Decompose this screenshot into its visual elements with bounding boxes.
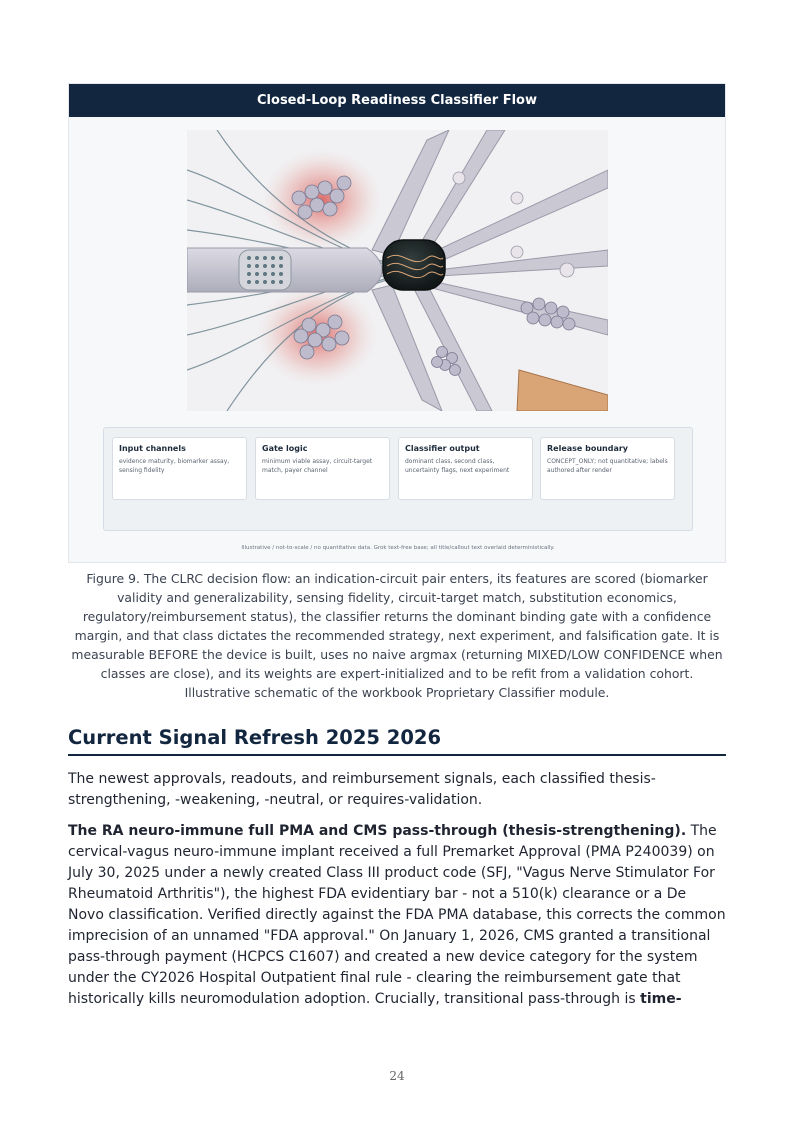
callout-gate-logic (255, 437, 390, 500)
callout-body: CONCEPT_ONLY; not quantitative; labels authored after render (547, 458, 668, 474)
callout-title: Input channels (119, 444, 186, 453)
callout-title: Classifier output (405, 444, 480, 453)
callout-input-channels (112, 437, 247, 500)
callout-title: Gate logic (262, 444, 308, 453)
callout-body: minimum viable assay, circuit-target match, payer channel (262, 458, 373, 474)
callout-classifier-output (398, 437, 533, 500)
callout-release-boundary (540, 437, 675, 500)
page-number: 24 (389, 1069, 405, 1083)
intro-paragraph: The newest approvals, readouts, and reimbursement signals, each classified thesis-strengthening, -weakening, -neutral, or requires-validation. (68, 771, 656, 808)
callout-body: dominant class, second class, uncertainty flags, next experiment (405, 458, 510, 474)
neural-classifier-illustration (187, 130, 608, 411)
paragraph-lead: The RA neuro-immune full PMA and CMS pass-through (thesis-strengthening). (68, 823, 687, 839)
figure-panel (68, 83, 726, 563)
figure-caption: Figure 9. The CLRC decision flow: an indication-circuit pair enters, its features are scored (biomarker validity and generalizability, sensing fidelity, circuit-target match, substitution economics, regulatory/reimbursement status), the classifier returns the dominant binding gate with a confidence margin, and that class dictates the recommended strategy, next experiment, and falsification gate. It is measurable BEFORE the device is built, uses no naive argmax (returning MIXED/LOW CONFIDENCE when classes are close), and its weights are expert-initialized and to be refit from a validation cohort. Illustrative schematic of the workbook Proprietary Classifier module. (71, 571, 723, 700)
callout-panel (103, 427, 693, 531)
figure-footnote: Illustrative / not-to-scale / no quantitative data. Grok text-free base; all title/callout text overlaid deterministically. (241, 545, 555, 551)
body-paragraph (68, 821, 726, 1010)
paragraph-tail: time- (640, 991, 682, 1007)
callout-body: evidence maturity, biomarker assay, sensing fidelity (119, 458, 230, 474)
paragraph-body: The cervical-vagus neuro-immune implant received a full Premarket Approval (PMA P240039) on July 30, 2025 under a newly created Class III product code (SFJ, "Vagus Nerve Stimulator For Rheumatoid Arthritis"), the highest FDA evidentiary bar - not a 510(k) clearance or a De Novo classification. Verified directly against the FDA PMA database, this corrects the common imprecision of an unnamed "FDA approval." On January 1, 2026, CMS granted a transitional pass-through payment (HCPCS C1607) and created a new device category for the system under the CY2026 Hospital Outpatient final rule - clearing the reimbursement gate that historically kills neuromodulation adoption. Crucially, transitional pass-through is (68, 823, 726, 1007)
callout-title: Release boundary (547, 444, 629, 453)
section-heading: Current Signal Refresh 2025 2026 (68, 726, 726, 756)
figure-title: Closed-Loop Readiness Classifier Flow (69, 84, 725, 117)
nerve-network-graphic (187, 130, 608, 411)
